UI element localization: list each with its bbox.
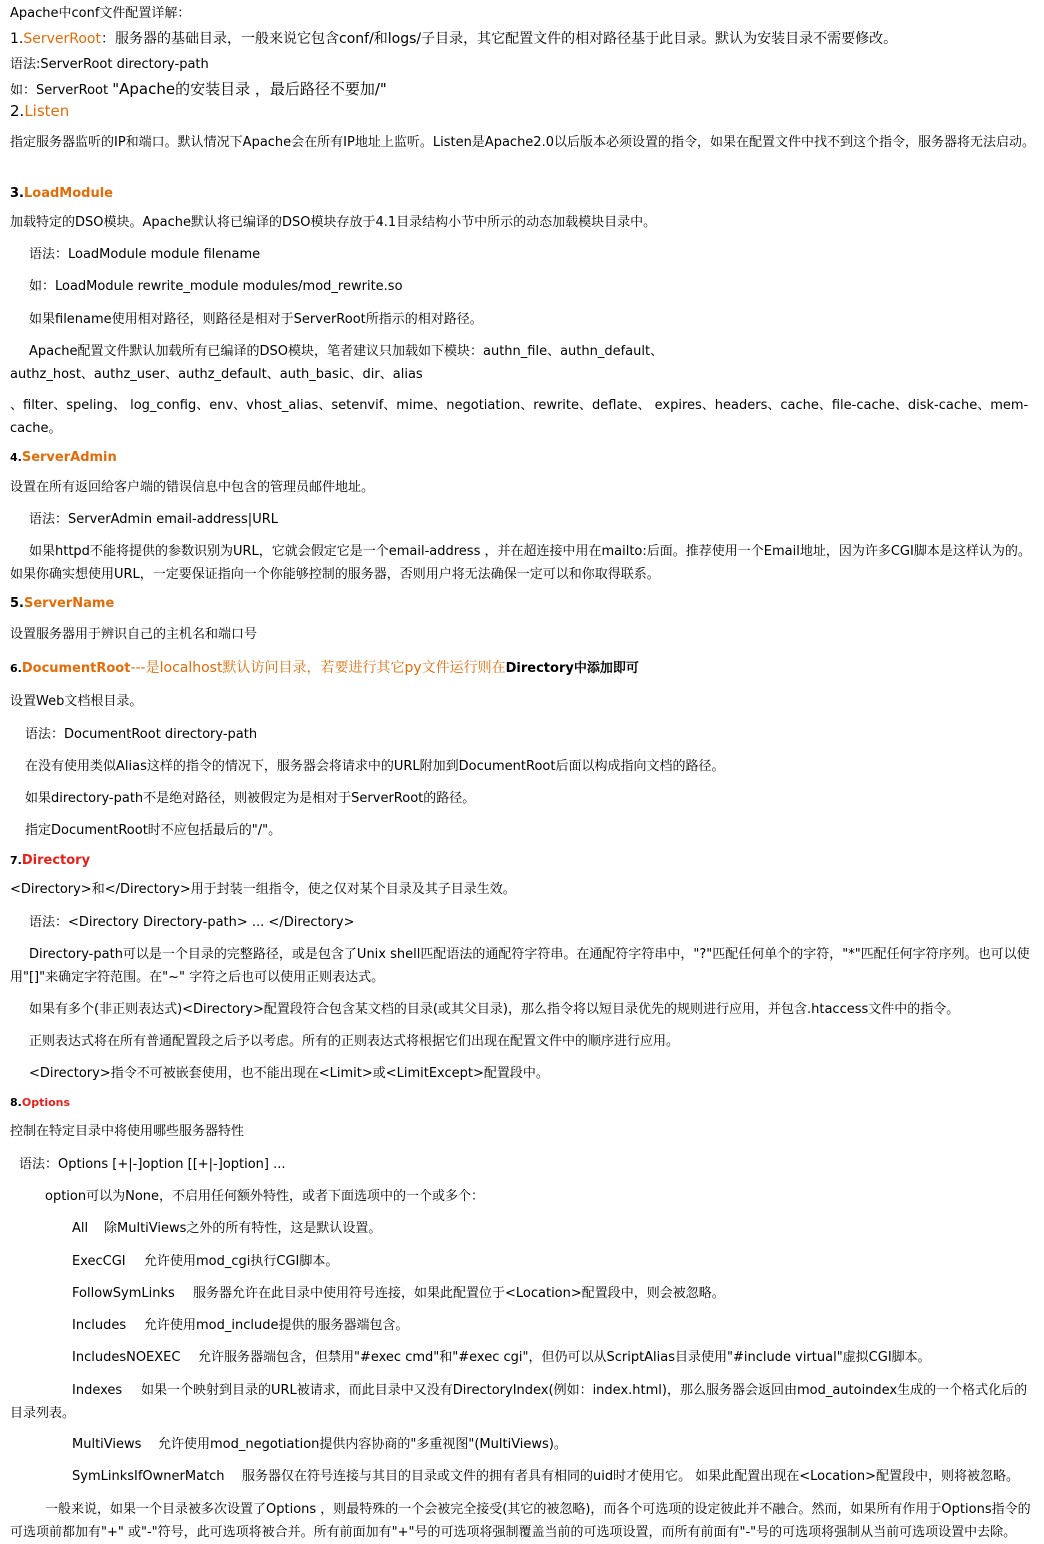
directory-description: <Directory>和</Directory>用于封装一组指令，使之仅对某个目录及其子目录生效。 — [10, 882, 516, 897]
section-number: 7. — [10, 854, 22, 867]
directory-p4: <Directory>指令不可被嵌套使用，也不能出现在<Limit>或<LimitExcept>配置段中。 — [29, 1066, 549, 1081]
section-documentroot-heading — [10, 657, 1036, 680]
section-number: 1. — [10, 31, 24, 47]
loadmodule-modules-intro: Apache配置文件默认加载所有已编译的DSO模块，笔者建议只加载如下模块：authn_file、authn_default、 — [29, 344, 664, 359]
section-servername-heading — [10, 592, 1036, 615]
option-description: 除MultiViews之外的所有特性，这是默认设置。 — [104, 1221, 382, 1236]
section-number: 2. — [10, 102, 25, 120]
documentroot-p3: 指定DocumentRoot时不应包括最后的"/"。 — [25, 823, 282, 838]
option-item — [72, 1346, 1036, 1369]
option-name: MultiViews — [72, 1437, 142, 1452]
documentroot-p2: 如果directory-path不是绝对路径，则被假定为是相对于ServerRoot的路径。 — [25, 791, 476, 806]
section-description: ：服务器的基础目录，一般来说它包含conf/和logs/子目录，其它配置文件的相对路径基于此目录。默认为安装目录不需要修改。 — [101, 31, 898, 47]
section-serverroot-heading — [10, 28, 1036, 51]
option-name: Indexes — [72, 1383, 123, 1398]
options-intro: option可以为None，不启用任何额外特性，或者下面选项中的一个或多个： — [45, 1189, 485, 1204]
documentroot-p1: 在没有使用类似Alias这样的指令的情况下，服务器会将请求中的URL附加到DocumentRoot后面以构成指向文档的路径。 — [25, 759, 725, 774]
option-item — [72, 1250, 1036, 1273]
option-description: 服务器仅在符号连接与其目的目录或文件的拥有者具有相同的uid时才使用它。 如果此配置出现在<Location>配置段中，则将被忽略。 — [242, 1469, 1020, 1484]
section-directory-heading — [10, 849, 1036, 872]
options-syntax: 语法：Options [+|-]option [[+|-]option] ... — [19, 1157, 286, 1172]
loadmodule-modules-line2: authz_host、authz_user、authz_default、auth_basic、dir、alias — [10, 367, 423, 382]
option-description: 允许服务器端包含，但禁用"#exec cmd"和"#exec cgi"，但仍可以从ScriptAlias目录使用"#include virtual"虚拟CGI脚本。 — [198, 1350, 931, 1365]
page-title: Apache中conf文件配置详解： — [10, 6, 191, 21]
loadmodule-description: 加载特定的DSO模块。Apache默认将已编译的DSO模块存放于4.1目录结构小节中所示的动态加载模块目录中。 — [10, 215, 657, 230]
documentroot-syntax: 语法：DocumentRoot directory-path — [25, 727, 258, 742]
option-item — [72, 1433, 1036, 1456]
example-prefix: 如：ServerRoot — [10, 83, 113, 98]
option-item — [10, 1379, 1036, 1425]
directive-name: ServerRoot — [23, 31, 101, 47]
option-item — [72, 1282, 1036, 1305]
option-item — [72, 1465, 1036, 1488]
directive-name: Options — [21, 1096, 71, 1109]
option-description: 允许使用mod_include提供的服务器端包含。 — [144, 1318, 409, 1333]
loadmodule-relpath: 如果filename使用相对路径，则路径是相对于ServerRoot所指示的相对路径。 — [29, 312, 483, 327]
directive-name: ServerAdmin — [21, 450, 117, 465]
section-number: 5. — [10, 596, 24, 611]
option-description: 如果一个映射到目录的URL被请求，而此目录中又没有DirectoryIndex(例如：index.html)，那么服务器会返回由mod_autoindex生成的一个格式化后的目录列表。 — [10, 1383, 1028, 1421]
documentroot-note-bold: Directory中添加即可 — [505, 661, 639, 676]
directive-name: DocumentRoot — [21, 661, 131, 676]
section-number: 4. — [10, 451, 22, 464]
directory-syntax: 语法：<Directory Directory-path> ... </Directory> — [29, 915, 355, 930]
section-number: 6. — [10, 662, 22, 675]
option-name: All — [72, 1221, 89, 1236]
option-name: Includes — [72, 1318, 127, 1333]
section-listen-heading — [10, 100, 1036, 123]
option-name: FollowSymLinks — [72, 1286, 175, 1301]
directive-name: ServerName — [23, 596, 115, 611]
options-description: 控制在特定目录中将使用哪些服务器特性 — [10, 1124, 245, 1139]
serveradmin-description: 设置在所有返回给客户端的错误信息中包含的管理员邮件地址。 — [10, 480, 375, 495]
option-description: 允许使用mod_cgi执行CGI脚本。 — [144, 1254, 339, 1269]
serveradmin-note: 如果httpd不能将提供的参数识别为URL，它就会假定它是一个email-address ，并在超连接中用在mailto:后面。推荐使用一个Email地址，因为许多CGI脚本是这样认为的。如果你确实想使用URL，一定要保证指向一个你能够控制的服务器，否则用户将无法确保一定可以和你取得联系。 — [10, 544, 1031, 582]
serveradmin-syntax: 语法：ServerAdmin email-address|URL — [29, 512, 278, 527]
section-number: 3. — [10, 186, 24, 201]
documentroot-description: 设置Web文档根目录。 — [10, 694, 143, 709]
directive-name: Directory — [21, 853, 91, 868]
section-number: 8. — [10, 1096, 22, 1109]
options-closing: 一般来说，如果一个目录被多次设置了Options ，则最特殊的一个会被完全接受(其它的被忽略)，而各个可选项的设定彼此并不融合。然而，如果所有作用于Options指令的可选项前都加有"+" 或"-"符号，此可选项将被合并。所有前面加有"+"号的可选项将强制覆盖当前的可选项设置，而所有前面有"-"号的可选项将强制从当前可选项设置中去除。 — [10, 1502, 1031, 1540]
option-name: IncludesNOEXEC — [72, 1350, 181, 1365]
directive-name: LoadModule — [23, 186, 113, 201]
section-serveradmin-heading — [10, 446, 1036, 469]
loadmodule-syntax: 语法：LoadModule module filename — [29, 247, 261, 262]
option-item — [72, 1217, 1036, 1240]
option-name: ExecCGI — [72, 1254, 126, 1269]
section-options-heading — [10, 1091, 1036, 1114]
servername-description: 设置服务器用于辨识自己的主机名和端口号 — [10, 627, 258, 642]
section-loadmodule-heading — [10, 182, 1036, 205]
example-value: "Apache的安装目录 ，最后路径不要加/" — [112, 80, 387, 98]
listen-description: 指定服务器监听的IP和端口。默认情况下Apache会在所有IP地址上监听。Listen是Apache2.0以后版本必须设置的指令，如果在配置文件中找不到这个指令，服务器将无法启动。 — [10, 135, 1035, 150]
directory-p1: Directory-path可以是一个目录的完整路径，或是包含了Unix shell匹配语法的通配符字符串。在通配符字符串中，"?"匹配任何单个的字符，"*"匹配任何字符序列。也可以使用"[]"来确定字符范围。在"~" 字符之后也可以使用正则表达式。 — [10, 947, 1030, 985]
loadmodule-example: 如：LoadModule rewrite_module modules/mod_rewrite.so — [29, 279, 403, 294]
serverroot-syntax: 语法:ServerRoot directory-path — [10, 57, 209, 72]
option-description: 服务器允许在此目录中使用符号连接，如果此配置位于<Location>配置段中，则会被忽略。 — [193, 1286, 725, 1301]
documentroot-note: ---是localhost默认访问目录，若要进行其它py文件运行则在 — [130, 660, 506, 676]
directory-p2: 如果有多个(非正则表达式)<Directory>配置段符合包含某文档的目录(或其父目录)，那么指令将以短目录优先的规则进行应用，并包含.htaccess文件中的指令。 — [29, 1002, 960, 1017]
directive-name: Listen — [24, 102, 70, 120]
option-description: 允许使用mod_negotiation提供内容协商的"多重视图"(MultiViews)。 — [158, 1437, 567, 1452]
directory-p3: 正则表达式将在所有普通配置段之后予以考虑。所有的正则表达式将根据它们出现在配置文件中的顺序进行应用。 — [29, 1034, 680, 1049]
option-name: SymLinksIfOwnerMatch — [72, 1469, 225, 1484]
option-item — [72, 1314, 1036, 1337]
serverroot-example — [10, 78, 1036, 102]
loadmodule-modules-line3: 、filter、speling、 log_config、env、vhost_alias、setenvif、mime、negotiation、rewrite、deflate、 expires、headers、cache、file-cache、disk-cache、mem-cache。 — [10, 398, 1029, 436]
